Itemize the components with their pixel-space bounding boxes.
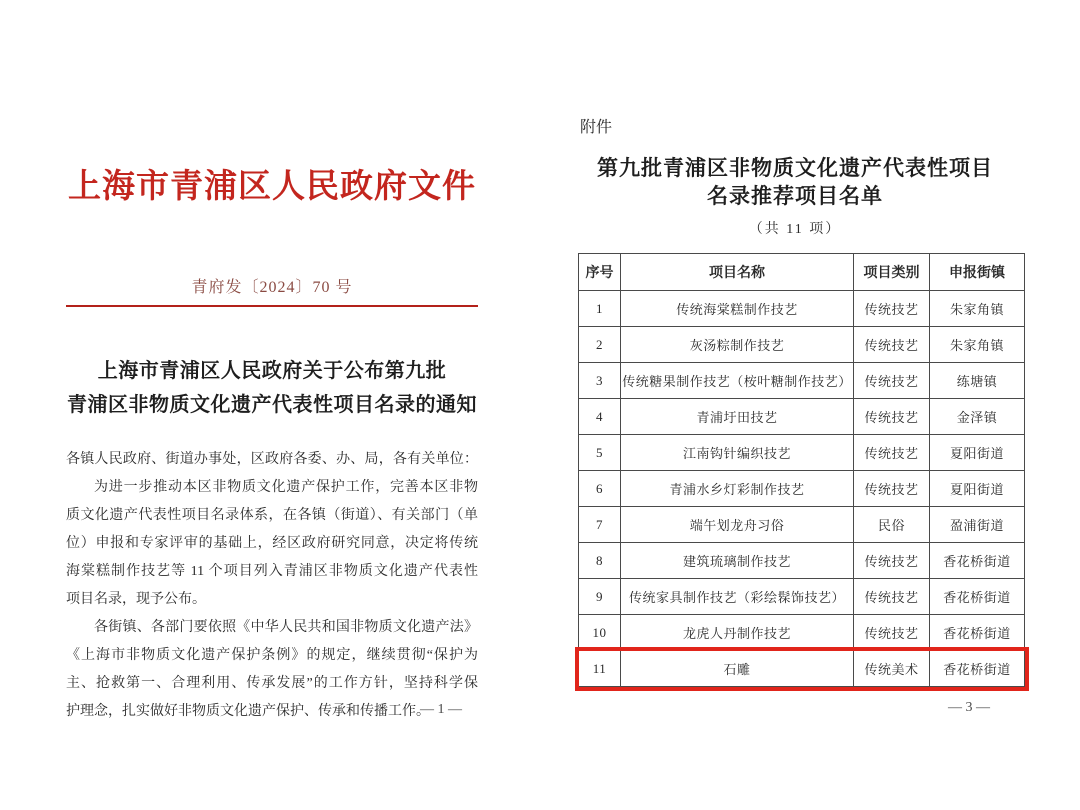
body-line: 《上海市非物质文化遗产保护条例》的规定，继续贯彻“保护为 — [66, 648, 478, 663]
table-row-highlighted — [579, 651, 1025, 687]
cell-town: 夏阳街道 — [930, 471, 1025, 507]
cell-name: 石雕 — [621, 651, 854, 687]
table-row — [579, 615, 1025, 651]
column-header: 申报街镇 — [930, 254, 1025, 291]
attachment-title-line2: 名录推荐项目名单 — [707, 184, 883, 208]
body-line: 护理念，扎实做好非物质文化遗产保护、传承和传播工作。 — [66, 704, 430, 719]
cell-category: 传统技艺 — [854, 543, 930, 579]
page-number-1: — 1 — — [420, 702, 462, 717]
column-header: 项目类别 — [854, 254, 930, 291]
document-page-1 — [66, 0, 478, 810]
body-line: 主、抢救第一、合理利用、传承发展”的工作方针，坚持科学保 — [66, 676, 478, 691]
cell-name: 青浦圩田技艺 — [621, 399, 854, 435]
cell-category: 传统技艺 — [854, 327, 930, 363]
projects-table-body — [579, 291, 1025, 687]
table-row — [579, 327, 1025, 363]
cell-name: 青浦水乡灯彩制作技艺 — [621, 471, 854, 507]
table-row — [579, 363, 1025, 399]
body-line: 各镇人民政府、街道办事处，区政府各委、办、局，各有关单位： — [66, 452, 478, 467]
cell-name: 传统家具制作技艺（彩绘髹饰技艺） — [621, 579, 854, 615]
cell-category: 传统技艺 — [854, 615, 930, 651]
table-row — [579, 471, 1025, 507]
cell-town: 香花桥街道 — [930, 543, 1025, 579]
table-row — [579, 291, 1025, 327]
projects-table — [578, 253, 1025, 687]
body-line: 项目名录，现予公布。 — [66, 592, 206, 607]
body-line: 质文化遗产代表性项目名录体系，在各镇（街道）、有关部门（单 — [66, 508, 478, 523]
attachment-item-count: （共 11 项） — [748, 222, 842, 237]
notice-title-line1: 上海市青浦区人民政府关于公布第九批 — [97, 360, 447, 382]
cell-name: 端午划龙舟习俗 — [621, 507, 854, 543]
cell-category: 传统美术 — [854, 651, 930, 687]
cell-no: 3 — [579, 363, 621, 399]
page-number-3: — 3 — — [948, 700, 990, 715]
attachment-title — [578, 154, 1012, 210]
table-row — [579, 399, 1025, 435]
cell-no: 9 — [579, 579, 621, 615]
cell-name: 建筑琉璃制作技艺 — [621, 543, 854, 579]
table-row — [579, 579, 1025, 615]
attachment-label: 附件 — [580, 119, 613, 136]
cell-category: 传统技艺 — [854, 435, 930, 471]
body-text — [66, 446, 478, 726]
cell-category: 传统技艺 — [854, 579, 930, 615]
cell-no: 5 — [579, 435, 621, 471]
body-line: 海棠糕制作技艺等 11 个项目列入青浦区非物质文化遗产代表性 — [66, 564, 478, 579]
cell-category: 传统技艺 — [854, 471, 930, 507]
column-header: 项目名称 — [621, 254, 854, 291]
cell-category: 民俗 — [854, 507, 930, 543]
document-page-3 — [578, 0, 1012, 810]
cell-category: 传统技艺 — [854, 399, 930, 435]
cell-name: 江南钩针编织技艺 — [621, 435, 854, 471]
table-row — [579, 543, 1025, 579]
cell-town: 香花桥街道 — [930, 651, 1025, 687]
cell-town: 香花桥街道 — [930, 579, 1025, 615]
cell-no: 8 — [579, 543, 621, 579]
letterhead-title: 上海市青浦区人民政府文件 — [68, 169, 476, 205]
cell-no: 11 — [579, 651, 621, 687]
body-line: 位）申报和专家评审的基础上，经区政府研究同意，决定将传统 — [66, 536, 478, 551]
cell-town: 金泽镇 — [930, 399, 1025, 435]
cell-category: 传统技艺 — [854, 363, 930, 399]
cell-no: 6 — [579, 471, 621, 507]
cell-name: 龙虎人丹制作技艺 — [621, 615, 854, 651]
cell-category: 传统技艺 — [854, 291, 930, 327]
cell-name: 灰汤粽制作技艺 — [621, 327, 854, 363]
cell-name: 传统海棠糕制作技艺 — [621, 291, 854, 327]
body-line: 为进一步推动本区非物质文化遗产保护工作，完善本区非物 — [94, 480, 478, 495]
cell-no: 1 — [579, 291, 621, 327]
cell-no: 7 — [579, 507, 621, 543]
notice-title — [66, 354, 478, 422]
cell-no: 2 — [579, 327, 621, 363]
cell-no: 4 — [579, 399, 621, 435]
cell-town: 盈浦街道 — [930, 507, 1025, 543]
table-row — [579, 435, 1025, 471]
attachment-title-line1: 第九批青浦区非物质文化遗产代表性项目 — [597, 156, 993, 180]
body-line: 各街镇、各部门要依照《中华人民共和国非物质文化遗产法》 — [94, 620, 478, 635]
doc-number: 青府发〔2024〕70 号 — [191, 279, 353, 296]
notice-title-line2: 青浦区非物质文化遗产代表性项目名录的通知 — [67, 394, 477, 416]
cell-town: 朱家角镇 — [930, 327, 1025, 363]
table-row — [579, 507, 1025, 543]
table-header-row — [579, 254, 1025, 291]
cell-town: 练塘镇 — [930, 363, 1025, 399]
cell-town: 香花桥街道 — [930, 615, 1025, 651]
red-divider-line — [66, 305, 478, 307]
cell-town: 朱家角镇 — [930, 291, 1025, 327]
column-header: 序号 — [579, 254, 621, 291]
cell-no: 10 — [579, 615, 621, 651]
cell-town: 夏阳街道 — [930, 435, 1025, 471]
cell-name: 传统糖果制作技艺（桉叶糖制作技艺） — [621, 363, 854, 399]
